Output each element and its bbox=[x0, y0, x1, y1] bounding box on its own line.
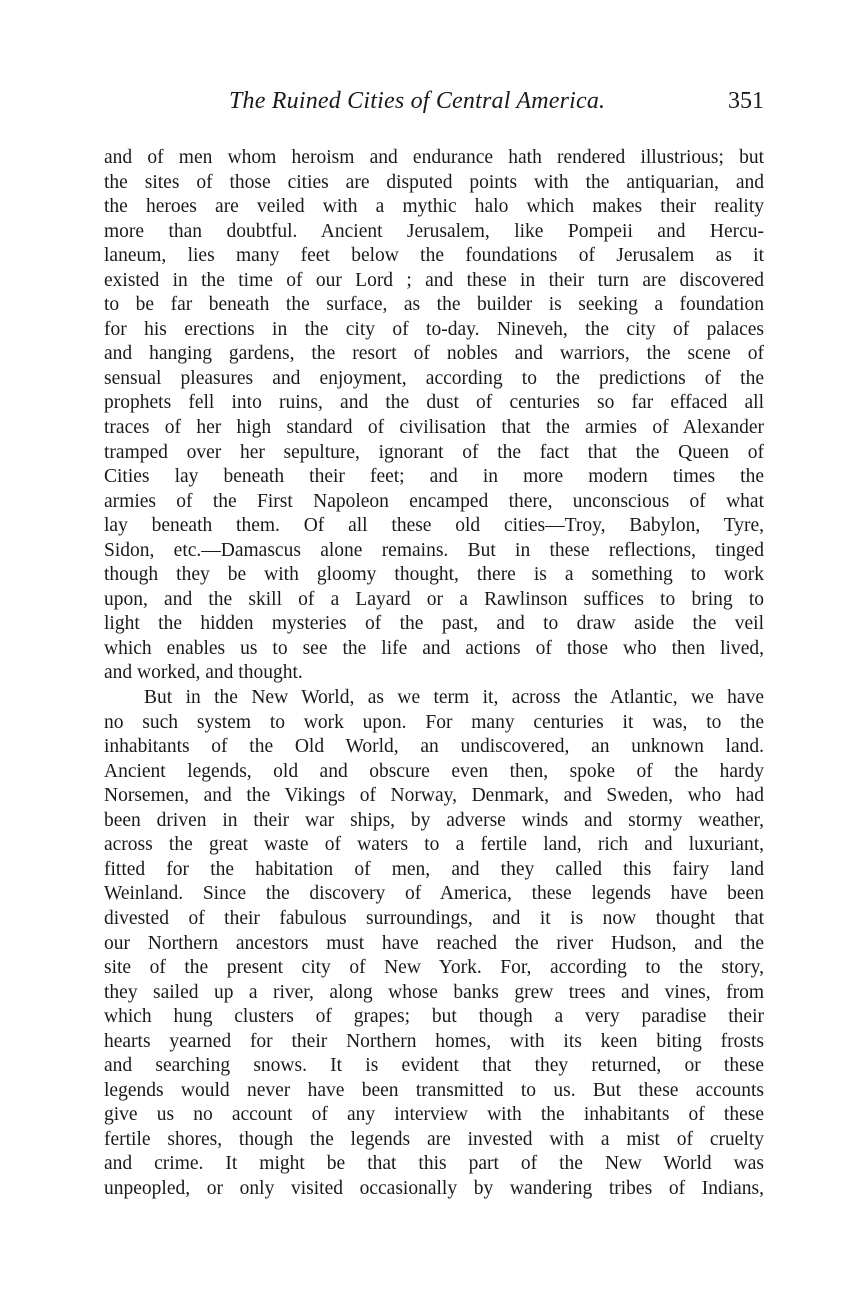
text-line: Cities lay beneath their feet; and in more modern times the bbox=[104, 466, 764, 488]
text-line: which enables us to see the life and actions of those who then lived, bbox=[104, 637, 764, 659]
text-line: though they be with gloomy thought, there is a something to work bbox=[104, 564, 764, 586]
text-line: lay beneath them. Of all these old cities—Troy, Babylon, Tyre, bbox=[104, 515, 764, 537]
paragraph-1 bbox=[104, 146, 764, 686]
text-line: divested of their fabulous surroundings, and it is now thought that bbox=[104, 907, 764, 929]
text-line: site of the present city of New York. For, according to the story, bbox=[104, 957, 764, 979]
text-line: hearts yearned for their Northern homes, with its keen biting frosts bbox=[104, 1030, 764, 1052]
text-line: and crime. It might be that this part of the New World was bbox=[104, 1153, 764, 1175]
text-line: Sidon, etc.—Damascus alone remains. But in these reflections, tinged bbox=[104, 539, 764, 561]
paragraph-2 bbox=[104, 686, 764, 1201]
text-line: laneum, lies many feet below the foundations of Jerusalem as it bbox=[104, 245, 764, 267]
text-line: traces of her high standard of civilisation that the armies of Alexander bbox=[104, 417, 764, 439]
text-line: sensual pleasures and enjoyment, according to the predictions of the bbox=[104, 367, 764, 389]
text-line: Ancient legends, old and obscure even then, spoke of the hardy bbox=[104, 760, 764, 782]
text-line: which hung clusters of grapes; but though a very paradise their bbox=[104, 1006, 764, 1028]
text-line: they sailed up a river, along whose banks grew trees and vines, from bbox=[104, 981, 764, 1003]
text-line: inhabitants of the Old World, an undiscovered, an unknown land. bbox=[104, 736, 764, 758]
text-line: and searching snows. It is evident that they returned, or these bbox=[104, 1055, 764, 1077]
text-line: and of men whom heroism and endurance hath rendered illustrious; but bbox=[104, 147, 764, 168]
text-line: more than doubtful. Ancient Jerusalem, like Pompeii and Hercu- bbox=[104, 220, 764, 242]
text-line: to be far beneath the surface, as the builder is seeking a foundation bbox=[104, 294, 764, 316]
text-line: no such system to work upon. For many centuries it was, to the bbox=[104, 711, 764, 733]
text-line: Weinland. Since the discovery of America, these legends have been bbox=[104, 883, 764, 905]
text-line: tramped over her sepulture, ignorant of the fact that the Queen of bbox=[104, 441, 764, 463]
text-line: prophets fell into ruins, and the dust of centuries so far effaced all bbox=[104, 392, 764, 414]
text-line: legends would never have been transmitted to us. But these accounts bbox=[104, 1079, 764, 1101]
text-line: unpeopled, or only visited occasionally by wandering tribes of Indians, bbox=[104, 1177, 764, 1199]
text-line: and worked, and thought. bbox=[104, 662, 303, 684]
text-line: across the great waste of waters to a fertile land, rich and luxuriant, bbox=[104, 834, 764, 856]
text-line: light the hidden mysteries of the past, and to draw aside the veil bbox=[104, 613, 764, 635]
text-line: give us no account of any interview with the inhabitants of these bbox=[104, 1104, 764, 1126]
text-line: and hanging gardens, the resort of nobles and warriors, the scene of bbox=[104, 343, 764, 365]
text-line: been driven in their war ships, by adverse winds and stormy weather, bbox=[104, 809, 764, 831]
running-title: The Ruined Cities of Central America. bbox=[229, 88, 606, 114]
text-line: our Northern ancestors must have reached the river Hudson, and the bbox=[104, 932, 764, 954]
text-line: existed in the time of our Lord ; and these in their turn are discovered bbox=[104, 269, 764, 291]
text-line: the sites of those cities are disputed points with the antiquarian, and bbox=[104, 171, 764, 193]
text-line: the heroes are veiled with a mythic halo which makes their reality bbox=[104, 196, 764, 218]
text-line: Norsemen, and the Vikings of Norway, Denmark, and Sweden, who had bbox=[104, 785, 764, 807]
body-text bbox=[104, 146, 764, 1202]
text-line: But in the New World, as we term it, across the Atlantic, we have bbox=[144, 687, 764, 709]
page-number: 351 bbox=[728, 88, 764, 114]
text-line: armies of the First Napoleon encamped there, unconscious of what bbox=[104, 490, 764, 512]
text-line: upon, and the skill of a Layard or a Rawlinson suffices to bring to bbox=[104, 588, 764, 610]
text-line: fertile shores, though the legends are invested with a mist of cruelty bbox=[104, 1128, 764, 1150]
running-head bbox=[104, 88, 764, 120]
text-line: for his erections in the city of to-day. Nineveh, the city of palaces bbox=[104, 318, 764, 340]
text-line: fitted for the habitation of men, and they called this fairy land bbox=[104, 858, 764, 880]
